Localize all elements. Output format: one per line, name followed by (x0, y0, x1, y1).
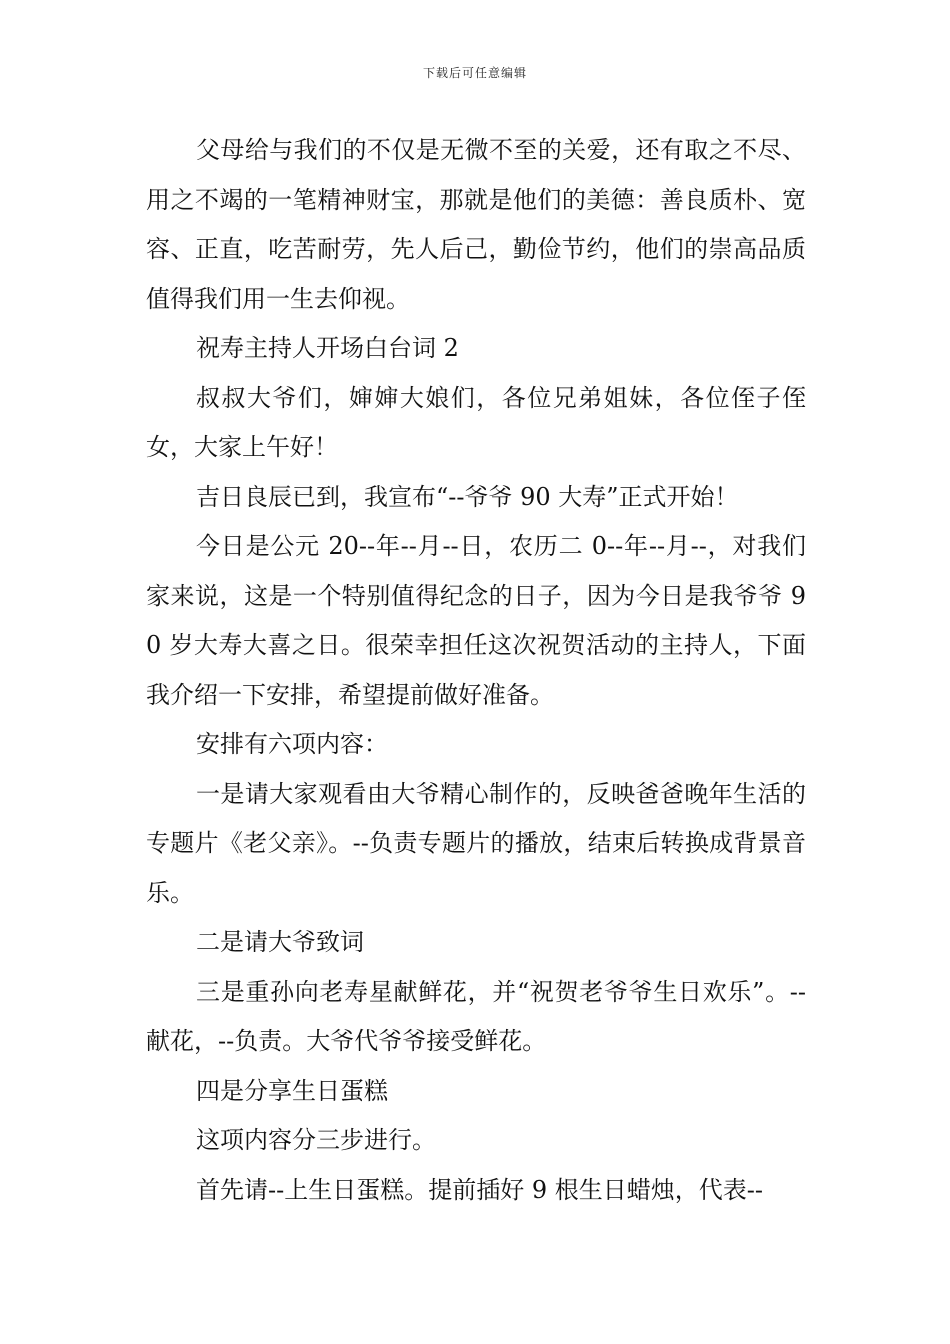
paragraph-announcement: 吉日良辰已到，我宣布“--爷爷 90 大寿”正式开始！ (196, 482, 739, 511)
paragraph-first-step: 首先请--上生日蛋糕。提前插好 9 根生日蜡烛，代表-- (196, 1175, 763, 1204)
section-title: 祝寿主持人开场白台词 2 (196, 334, 459, 362)
document-body (146, 126, 806, 1215)
paragraph-steps: 这项内容分三步进行。 (196, 1126, 436, 1154)
paragraph-date-intro: 今日是公元 20--年--月--日，农历二 0--年--月--，对我们家来说，这是一个特别值得纪念的日子，因为今日是我爷爷 90 岁大寿大喜之日。很荣幸担任这次祝贺活动的主持人，下面我介绍一下安排，希望提前做好准备。 (146, 532, 806, 709)
paragraph-item-three: 三是重孙向老寿星献鲜花，并“祝贺老爷爷生日欢乐”。--献花，--负责。大爷代爷爷接受鲜花。 (146, 977, 806, 1055)
paragraph-agenda-intro: 安排有六项内容： (196, 730, 388, 758)
paragraph-parents-virtues: 父母给与我们的不仅是无微不至的关爱，还有取之不尽、用之不竭的一笔精神财宝，那就是他们的美德：善良质朴、宽容、正直，吃苦耐劳，先人后己，勤俭节约，他们的崇高品质值得我们用一生去仰视。 (146, 136, 806, 313)
page-header: 下载后可任意编辑 (422, 66, 527, 80)
paragraph-item-four: 四是分享生日蛋糕 (196, 1076, 388, 1105)
paragraph-item-one: 一是请大家观看由大爷精心制作的，反映爸爸晚年生活的专题片《老父亲》。--负责专题片的播放，结束后转换成背景音乐。 (146, 779, 806, 907)
paragraph-greeting: 叔叔大爷们，婶婶大娘们，各位兄弟姐妹，各位侄子侄女，大家上午好！ (146, 383, 806, 461)
paragraph-item-two: 二是请大爷致词 (196, 928, 364, 956)
